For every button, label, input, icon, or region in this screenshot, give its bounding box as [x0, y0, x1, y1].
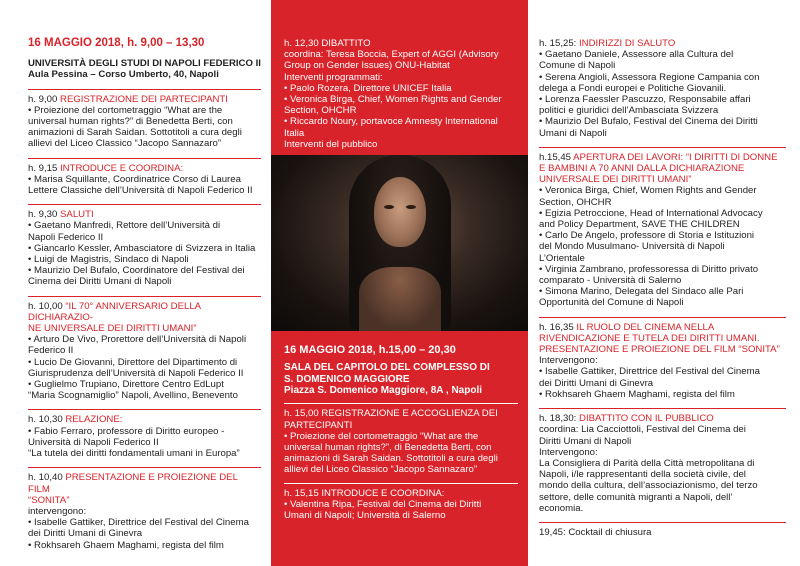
agenda-line: economia. — [539, 502, 584, 514]
agenda-line: Opportunità del Comune di Napoli — [539, 297, 684, 309]
agenda-time: h. 10,30 — [28, 414, 63, 426]
agenda-line: • Gaetano Manfredi, Rettore dell’Università di — [28, 220, 221, 232]
agenda-line: Section, OHCHR — [539, 196, 612, 208]
agenda-title: RELAZIONE: — [65, 414, 123, 426]
agenda-line: and Policy Department, SAVE THE CHILDREN — [539, 219, 740, 231]
divider — [539, 317, 786, 318]
agenda-line: • Gaetano Daniele, Assessore alla Cultura del — [539, 49, 734, 61]
divider — [28, 89, 261, 90]
closing-line: 19,45: Cocktail di chiusura — [539, 526, 652, 538]
agenda-line: allievi del Liceo Classico “Jacopo Sannazaro” — [28, 138, 222, 150]
agenda-item — [539, 413, 786, 514]
morning-venue-name: UNIVERSITÀ DEGLI STUDI DI NAPOLI FEDERICO II — [28, 58, 261, 70]
afternoon-venue-address: Piazza S. Domenico Maggiore, 8A , Napoli — [284, 385, 483, 397]
middle-column — [271, 0, 528, 566]
agenda-line: Intervengono: — [539, 446, 598, 458]
agenda-time: h. 15,25: — [539, 38, 577, 49]
agenda-line: Università di Napoli Federico II — [28, 436, 159, 448]
agenda-title-cont: RIVENDICAZIONE E TUTELA DEI DIRITTI UMANI. — [539, 332, 760, 344]
agenda-title-cont: “SONITA” — [28, 494, 70, 506]
agenda-line: • Isabelle Gattiker, Direttrice del Festival del Cinema — [28, 517, 249, 529]
agenda-line: • Riccardo Noury, portavoce Amnesty International — [284, 116, 498, 128]
agenda-line: • Rokhsareh Ghaem Maghami, regista del film — [28, 539, 224, 551]
agenda-line: Diritti Umani di Napoli — [539, 435, 632, 447]
agenda-line: • Simona Marino, Delegata del Sindaco alle Pari — [539, 286, 744, 298]
agenda-line: • Proiezione del cortometraggio “What are the — [284, 430, 479, 442]
agenda-line: PARTECIPANTI — [284, 419, 353, 431]
agenda-item — [28, 414, 261, 459]
agenda-line: • Carlo De Angelo, professore di Storia e Istituzioni — [539, 230, 755, 242]
agenda-line: • Giancarlo Kessler, Ambasciatore di Svizzera in Italia — [28, 242, 256, 254]
divider — [539, 522, 786, 523]
agenda-line: comparato - Università di Salerno — [539, 275, 682, 287]
agenda-line: politici e giuridici dell’Ambasciata Svizzera — [539, 105, 719, 117]
agenda-line: Comune di Napoli — [539, 60, 616, 72]
agenda-item — [28, 163, 261, 197]
agenda-line: h. 12,30 DIBATTITO — [284, 38, 371, 49]
agenda-item — [28, 209, 261, 287]
agenda-line: • Maurizio Del Bufalo, Festival del Cinema dei Diritti — [539, 116, 758, 128]
agenda-title-cont: PRESENTAZIONE E PROIEZIONE DEL FILM “SONITA” — [539, 344, 780, 356]
agenda-line: animazioni di Sarah Saidan. Sottotitoli a cura degli — [28, 127, 242, 139]
agenda-line: Intervengono: — [539, 355, 598, 367]
agenda-title: REGISTRAZIONE DEI PARTECIPANTI — [60, 93, 228, 105]
agenda-line: Group on Gender Issues) ONU-Habitat — [284, 60, 450, 72]
agenda-item — [539, 152, 786, 309]
agenda-title-cont: E BAMBINI A 70 ANNI DALLA DICHIARAZIONE — [539, 163, 745, 175]
agenda-line: h. 15,00 REGISTRAZIONE E ACCOGLIENZA DEI — [284, 408, 498, 420]
agenda-title: PRESENTAZIONE E PROIEZIONE DEL FILM — [28, 472, 238, 495]
agenda-line: universal human rights?” di Benedetta Berti, con — [28, 116, 233, 128]
agenda-title: INDIRIZZI DI SALUTO — [579, 38, 676, 49]
agenda-line: “La tutela dei diritti fondamentali umani in Europa” — [28, 448, 240, 460]
agenda-line: • Paolo Rozera, Direttore UNICEF Italia — [284, 82, 452, 94]
agenda-line: Interventi programmati: — [284, 71, 383, 83]
agenda-line: • Fabio Ferraro, professore di Diritto europeo - — [28, 425, 225, 437]
agenda-line: Umani di Napoli — [539, 127, 607, 139]
agenda-line: Giurisprudenza dell’Università di Napoli Federico II — [28, 367, 244, 379]
agenda-item — [284, 488, 518, 522]
agenda-title: INTRODUCE E COORDINA: — [60, 162, 184, 174]
agenda-line: Napoli Federico II — [28, 231, 104, 243]
agenda-line: universal human rights?”, di Benedetta Berti, con — [284, 442, 492, 454]
agenda-line: • Veronica Birga, Chief, Women Rights and Gender — [284, 94, 502, 106]
agenda-item — [28, 94, 261, 150]
divider — [539, 408, 786, 409]
agenda-line: animazioni di Sarah Saidan. Sottotitoli a cura degli — [284, 453, 498, 465]
divider — [28, 409, 261, 410]
agenda-line: Section, OHCHR — [284, 105, 357, 117]
afternoon-venue-name-cont: S. DOMENICO MAGGIORE — [284, 373, 410, 385]
divider — [539, 147, 786, 148]
eye-shape — [384, 205, 394, 209]
agenda-item — [539, 322, 786, 400]
agenda-title: SALUTI — [60, 209, 94, 221]
agenda-line: h. 15,15 INTRODUCE E COORDINA: — [284, 487, 445, 499]
agenda-item — [284, 408, 518, 475]
agenda-line: settore, delle comunità migranti a Napoli, dell’ — [539, 491, 733, 503]
agenda-line: Umani di Napoli; Università di Salerno — [284, 510, 446, 522]
agenda-line: • Maurizio Del Bufalo, Coordinatore del Festival dei — [28, 265, 245, 277]
agenda-line: • Luigi de Magistris, Sindaco di Napoli — [28, 254, 189, 266]
agenda-title: IL RUOLO DEL CINEMA NELLA — [576, 321, 715, 333]
agenda-line: intervengono: — [28, 505, 87, 517]
agenda-line: “Maria Scognamiglio” Napoli, Avellino, Benevento — [28, 390, 238, 402]
agenda-line: dei Diritti Umani di Ginevra — [28, 528, 143, 540]
agenda-line: • Guglielmo Trupiano, Direttore Centro EdLupt — [28, 379, 224, 391]
agenda-line: allievi del Liceo Classico “Jacopo Sannazaro” — [284, 464, 478, 476]
right-column — [528, 0, 800, 566]
agenda-title: APERTURA DEI LAVORI: “I DIRITTI DI DONNE — [573, 151, 778, 163]
divider — [28, 204, 261, 205]
agenda-line: • Lorenza Faessler Pascuzzo, Responsabile affari — [539, 94, 751, 106]
agenda-line: Cinema dei Diritti Umani di Napoli — [28, 276, 172, 288]
agenda-line: coordina: Teresa Boccia, Expert of AGGI (Advisory — [284, 49, 499, 61]
agenda-title-cont: NE UNIVERSALE DEI DIRITTI UMANI” — [28, 323, 197, 335]
hands-shape — [359, 267, 441, 331]
portrait-photo — [271, 155, 528, 331]
divider — [28, 158, 261, 159]
agenda-line: • Valentina Ripa, Festival del Cinema dei Diritti — [284, 498, 482, 510]
agenda-line: • Isabelle Gattiker, Direttrice del Festival del Cinema — [539, 366, 760, 378]
afternoon-venue-name: SALA DEL CAPITOLO DEL COMPLESSO DI — [284, 362, 490, 374]
agenda-line: del Mondo Musulmano- Università di Napoli — [539, 241, 725, 253]
agenda-time: h. 10,00 — [28, 300, 63, 312]
agenda-time: h. 9,00 — [28, 93, 58, 105]
agenda-item — [539, 38, 786, 139]
agenda-line: • Virginia Zambrano, professoressa di Diritto privato — [539, 263, 759, 275]
divider — [28, 467, 261, 468]
morning-date-header: 16 MAGGIO 2018, h. 9,00 – 13,30 — [28, 37, 205, 49]
agenda-line: delega a Fondi europei e Politiche Giovanili. — [539, 82, 727, 94]
agenda-line: • Egizia Petroccione, Head of International Advocacy — [539, 207, 763, 219]
agenda-time: h. 10,40 — [28, 472, 63, 484]
agenda-line: coordina: Lia Cacciottoli, Festival del Cinema dei — [539, 424, 746, 436]
debate-block — [284, 38, 518, 150]
agenda-line: • Lucio De Giovanni, Direttore del Dipartimento di — [28, 356, 238, 368]
agenda-title-cont: UNIVERSALE DEI DIRITTI UMANI” — [539, 174, 692, 186]
agenda-time: h.15,45 — [539, 151, 572, 163]
agenda-line: Lettere Classiche dell’Università di Napoli Federico II — [28, 185, 253, 197]
afternoon-block — [284, 345, 518, 521]
agenda-line: • Veronica Birga, Chief, Women Rights and Gender — [539, 185, 757, 197]
agenda-line: dei Diritti Umani di Ginevra — [539, 377, 654, 389]
divider — [284, 403, 518, 404]
agenda-line: Interventi del pubblico — [284, 138, 378, 150]
agenda-time: h. 9,15 — [28, 162, 58, 174]
agenda-item — [28, 472, 261, 550]
divider — [284, 483, 518, 484]
agenda-title: “IL 70° ANNIVERSARIO DELLA DICHIARAZIO- — [28, 300, 201, 323]
agenda-time: h. 16,35 — [539, 321, 574, 333]
agenda-line: Italia — [284, 127, 305, 139]
face-shape — [374, 177, 426, 247]
agenda-line: • Proiezione del cortometraggio “What are the — [28, 104, 223, 116]
left-column — [0, 0, 271, 566]
afternoon-date-header: 16 MAGGIO 2018, h.15,00 – 20,30 — [284, 344, 456, 356]
agenda-line: • Arturo De Vivo, Prorettore dell’Università di Napoli — [28, 334, 247, 346]
agenda-line: L’Orientale — [539, 252, 585, 264]
agenda-line: La Consigliera di Parità della Città metropolitana di — [539, 457, 755, 469]
agenda-line: Federico II — [28, 345, 74, 357]
divider — [28, 296, 261, 297]
agenda-line: Napoli, i/le rappresentanti della società civile, del — [539, 469, 746, 481]
agenda-time: h. 18,30: — [539, 413, 577, 425]
agenda-line: • Rokhsareh Ghaem Maghami, regista del film — [539, 388, 735, 400]
agenda-title: DIBATTITO CON IL PUBBLICO — [579, 413, 714, 425]
morning-venue-address: Aula Pessina – Corso Umberto, 40, Napoli — [28, 69, 219, 81]
agenda-item — [28, 301, 261, 402]
agenda-line: mondo della cultura, dell’associazionismo, del terzo — [539, 480, 758, 492]
agenda-line: • Serena Angioli, Assessora Regione Campania con — [539, 71, 760, 83]
agenda-time: h. 9,30 — [28, 209, 58, 221]
agenda-line: • Marisa Squillante, Coordinatrice Corso di Laurea — [28, 173, 241, 185]
eye-shape — [406, 205, 416, 209]
